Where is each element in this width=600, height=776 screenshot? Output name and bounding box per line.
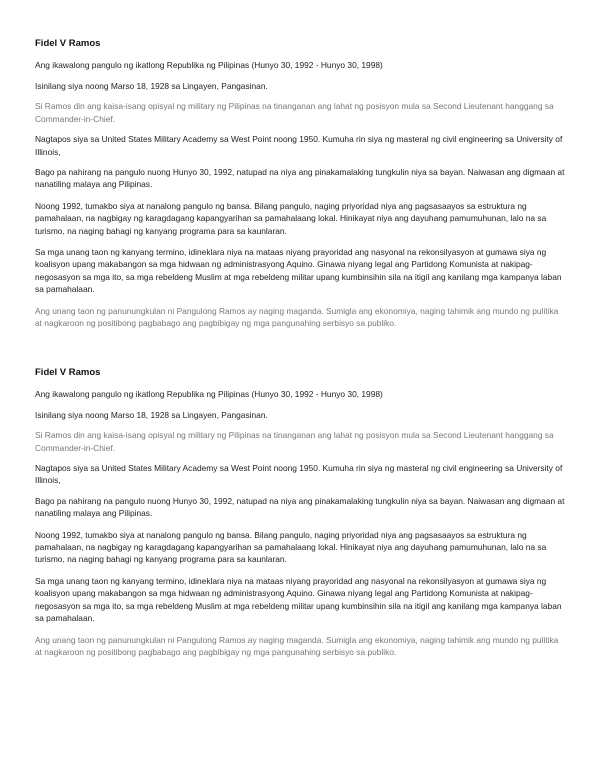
paragraph-education: Nagtapos siya sa United States Military Academy sa West Point noong 1950. Kumuha rin siya ng masteral ng civil engineering sa University of Illinois, — [35, 463, 563, 486]
paragraph-education: Nagtapos siya sa United States Military Academy sa West Point noong 1950. Kumuha rin siya ng masteral ng civil engineering sa University of Illinois, — [35, 134, 563, 157]
paragraph-position: Ang ikawalong pangulo ng ikatlong Republika ng Pilipinas (Hunyo 30, 1992 - Hunyo 30, 1998) — [35, 388, 383, 399]
section-title: Fidel V Ramos — [35, 38, 101, 49]
paragraph-election: Noong 1992, tumakbo siya at nanalong pangulo ng bansa. Bilang pangulo, naging priyoridad niya ang pagsasaayos sa estruktura ng pamahalaan, na nagbigay ng karagdagang kapangyarihan sa pamahalaang lokal. Hinikayat niya ang dayuhang pamumuhunan, lalo na sa turismo, na naging bahagi ng kanyang programa para sa kaunlaran. — [35, 530, 547, 565]
paragraph-military: Si Ramos din ang kaisa-isang opisyal ng military ng Pilipinas na tinanganan ang lahat ng posisyon mula sa Second Lieutenant hanggang sa Commander-in-Chief. — [35, 430, 554, 453]
paragraph-birth: Isinilang siya noong Marso 18, 1928 sa Lingayen, Pangasinan. — [35, 409, 268, 420]
paragraph-reconciliation: Sa mga unang taon ng kanyang termino, idineklara niya na mataas niyang prayoridad ang nasyonal na rekonsilyasyon at gumawa siya ng koalisyon upang makabangon sa mga hidwaan ng administrasyong Aquino. Ginawa niyang legal ang Partidong Komunista at nakipag-negosasyon sa mga ito, sa mga rebeldeng Muslim at mga rebeldeng militar upang kumbinsihin sila na itigil ang kanilang mga kampanya laban sa pamahalaan. — [35, 576, 562, 623]
section-2 — [35, 367, 565, 658]
paragraph-first-year: Ang unang taon ng panunungkulan ni Pangulong Ramos ay naging maganda. Sumigla ang ekonomiya, naging tahimik ang mundo ng pulitika at nagkaroon ng positibong pagbabago ang pagbibigay ng mga pangunahing serbisyo sa publiko. — [35, 305, 559, 328]
section-title: Fidel V Ramos — [35, 366, 101, 378]
document-page — [35, 38, 565, 696]
paragraph-birth: Isinilang siya noong Marso 18, 1928 sa Lingayen, Pangasinan. — [35, 80, 268, 91]
paragraph-before-presidency: Bago pa nahirang na pangulo nuong Hunyo 30, 1992, natupad na niya ang pinakamalaking tungkulin niya sa bayan. Naiwasan ang digmaan at nanatiling malaya ang Pilipinas. — [35, 167, 565, 190]
paragraph-military: Si Ramos din ang kaisa-isang opisyal ng military ng Pilipinas na tinanganan ang lahat ng posisyon mula sa Second Lieutenant hanggang sa Commander-in-Chief. — [35, 101, 554, 124]
paragraph-position: Ang ikawalong pangulo ng ikatlong Republika ng Pilipinas (Hunyo 30, 1992 - Hunyo 30, 1998) — [35, 60, 383, 70]
paragraph-first-year: Ang unang taon ng panunungkulan ni Pangulong Ramos ay naging maganda. Sumigla ang ekonomiya, naging tahimik ang mundo ng pulitika at nagkaroon ng positibong pagbabago ang pagbibigay ng mga pangunahing serbisyo sa publiko. — [35, 634, 559, 657]
section-1 — [35, 38, 565, 329]
paragraph-before-presidency: Bago pa nahirang na pangulo nuong Hunyo 30, 1992, natupad na niya ang pinakamalaking tungkulin niya sa bayan. Naiwasan ang digmaan at nanatiling malaya ang Pilipinas. — [35, 496, 565, 519]
paragraph-election: Noong 1992, tumakbo siya at nanalong pangulo ng bansa. Bilang pangulo, naging priyoridad niya ang pagsasaayos sa estruktura ng pamahalaan, na nagbigay ng karagdagang kapangyarihan sa pamahalaang lokal. Hinikayat niya ang dayuhang pamumuhunan, lalo na sa turismo, na naging bahagi ng kanyang programa para sa kaunlaran. — [35, 201, 547, 236]
paragraph-reconciliation: Sa mga unang taon ng kanyang termino, idineklara niya na mataas niyang prayoridad ang nasyonal na rekonsilyasyon at gumawa siya ng koalisyon upang makabangon sa mga hidwaan ng administrasyong Aquino. Ginawa niyang legal ang Partidong Komunista at nakipag-negosasyon sa mga ito, sa mga rebeldeng Muslim at mga rebeldeng militar upang kumbinsihin sila na itigil ang kanilang mga kampanya laban sa pamahalaan. — [35, 247, 562, 294]
